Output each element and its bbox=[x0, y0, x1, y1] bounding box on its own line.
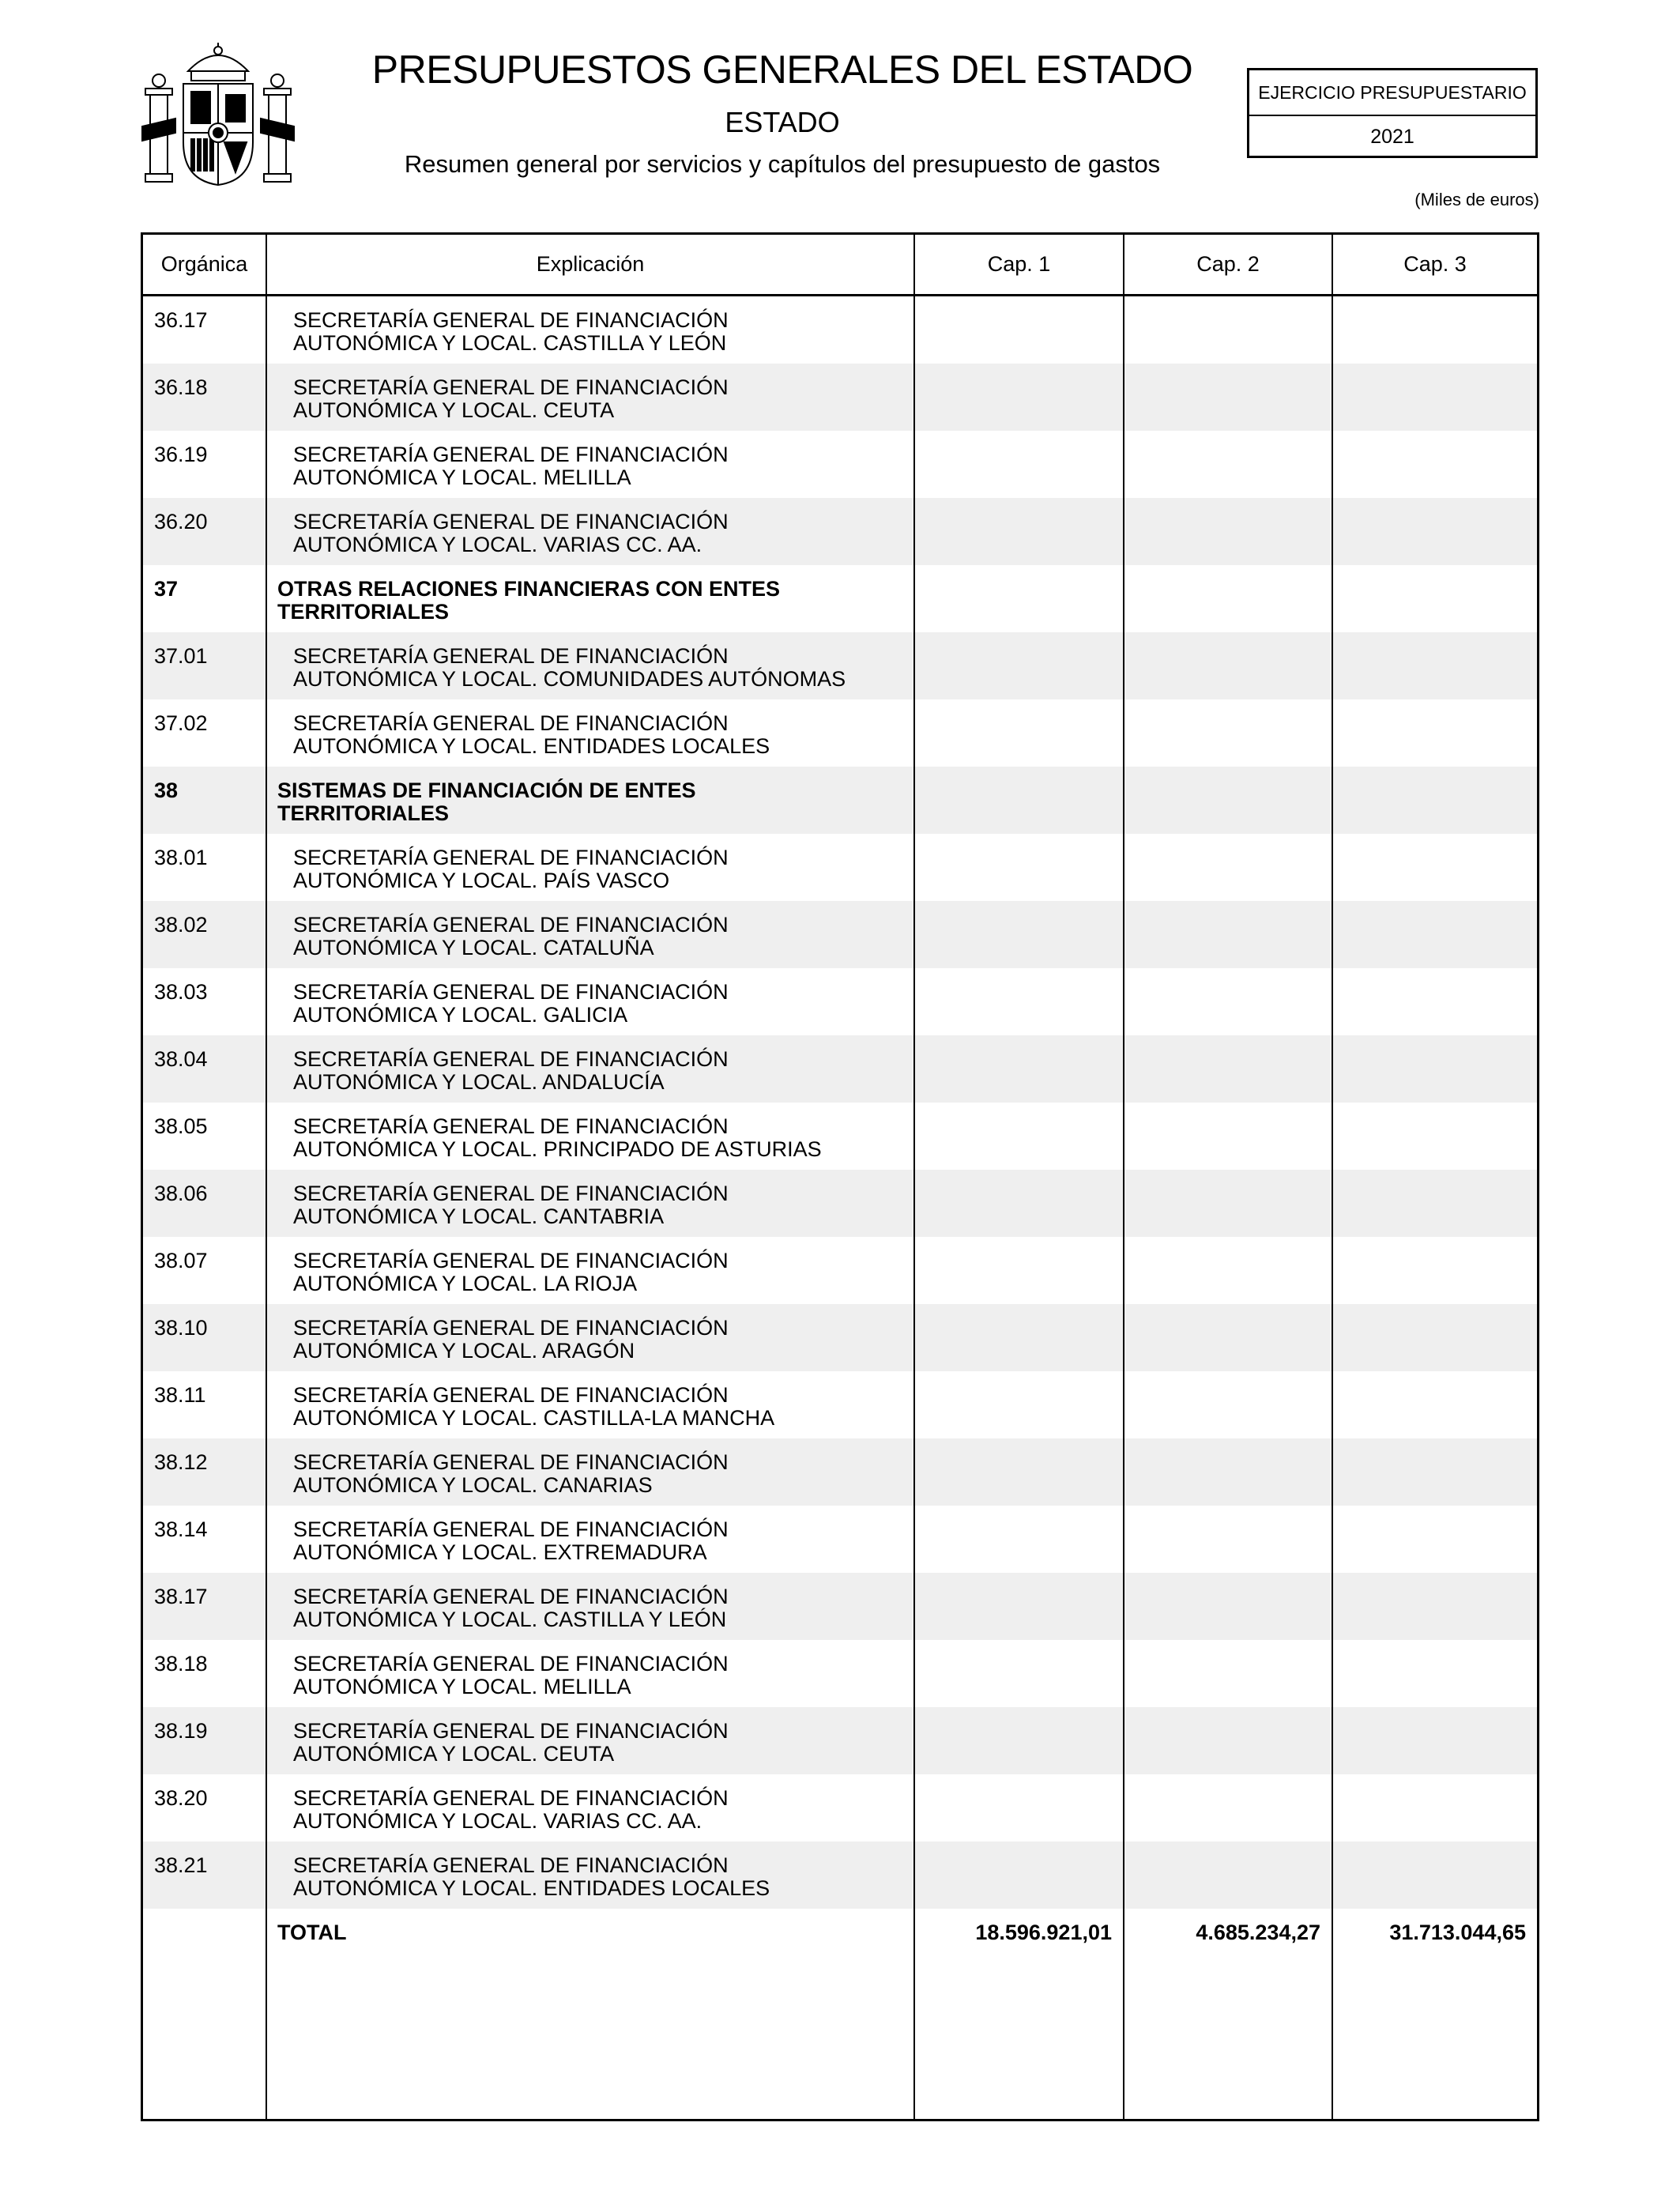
units-note: (Miles de euros) bbox=[1414, 190, 1539, 209]
row-explanation: SECRETARÍA GENERAL DE FINANCIACIÓN AUTONÓMICA Y LOCAL. COMUNIDADES AUTÓNOMAS bbox=[293, 644, 846, 691]
table-row bbox=[143, 1103, 1537, 1170]
page-title: PRESUPUESTOS GENERALES DEL ESTADO bbox=[371, 47, 1193, 92]
table-row bbox=[143, 632, 1537, 699]
row-explanation: SECRETARÍA GENERAL DE FINANCIACIÓN AUTONÓMICA Y LOCAL. ANDALUCÍA bbox=[293, 1047, 729, 1094]
row-explanation: SECRETARÍA GENERAL DE FINANCIACIÓN AUTONÓMICA Y LOCAL. MELILLA bbox=[293, 443, 729, 489]
row-explanation: SECRETARÍA GENERAL DE FINANCIACIÓN AUTONÓMICA Y LOCAL. VARIAS CC. AA. bbox=[293, 510, 729, 556]
table-group-row bbox=[143, 565, 1537, 632]
total-cap3: 31.713.044,65 bbox=[1389, 1921, 1526, 1944]
column-divider bbox=[1332, 235, 1333, 2119]
ejercicio-label: EJERCICIO PRESUPUESTARIO bbox=[1249, 70, 1535, 116]
table-group-row bbox=[143, 767, 1537, 834]
table-row bbox=[143, 296, 1537, 364]
row-code: 38.10 bbox=[154, 1316, 208, 1340]
table-row bbox=[143, 1506, 1537, 1573]
ejercicio-year: 2021 bbox=[1370, 126, 1414, 148]
row-explanation: SECRETARÍA GENERAL DE FINANCIACIÓN AUTONÓMICA Y LOCAL. CANARIAS bbox=[293, 1450, 729, 1497]
table-row bbox=[143, 834, 1537, 901]
row-explanation: SECRETARÍA GENERAL DE FINANCIACIÓN AUTONÓMICA Y LOCAL. GALICIA bbox=[293, 980, 729, 1027]
row-code: 37.01 bbox=[154, 644, 208, 668]
total-label: TOTAL bbox=[277, 1921, 347, 1944]
row-explanation: SECRETARÍA GENERAL DE FINANCIACIÓN AUTONÓMICA Y LOCAL. CASTILLA Y LEÓN bbox=[293, 1585, 729, 1631]
page-description: Resumen general por servicios y capítulos del presupuesto de gastos bbox=[404, 150, 1161, 178]
table-row bbox=[143, 1035, 1537, 1103]
row-code: 38.01 bbox=[154, 846, 208, 869]
row-code: 38.11 bbox=[154, 1383, 206, 1407]
table-row bbox=[143, 431, 1537, 498]
row-code: 38.18 bbox=[154, 1652, 208, 1676]
row-code: 38.02 bbox=[154, 913, 208, 937]
column-header-cap2: Cap. 2 bbox=[1196, 252, 1260, 276]
row-explanation: SECRETARÍA GENERAL DE FINANCIACIÓN AUTONÓMICA Y LOCAL. CANTABRIA bbox=[293, 1182, 729, 1228]
row-explanation: SECRETARÍA GENERAL DE FINANCIACIÓN AUTONÓMICA Y LOCAL. CASTILLA-LA MANCHA bbox=[293, 1383, 775, 1430]
table-row bbox=[143, 1170, 1537, 1237]
table-row bbox=[143, 1371, 1537, 1438]
row-code: 38.06 bbox=[154, 1182, 208, 1205]
table-row bbox=[143, 1640, 1537, 1707]
table-row bbox=[143, 968, 1537, 1035]
spain-coat-of-arms-icon bbox=[139, 40, 297, 190]
ejercicio-box bbox=[1247, 68, 1538, 158]
budget-table bbox=[141, 232, 1539, 2121]
table-row bbox=[143, 1707, 1537, 1774]
row-code: 38.12 bbox=[154, 1450, 208, 1474]
column-divider bbox=[913, 235, 915, 2119]
table-total-row bbox=[143, 1909, 1537, 1976]
column-header-explicacion: Explicación bbox=[536, 252, 645, 276]
row-explanation: SISTEMAS DE FINANCIACIÓN DE ENTES TERRITORIALES bbox=[277, 778, 696, 825]
row-explanation: SECRETARÍA GENERAL DE FINANCIACIÓN AUTONÓMICA Y LOCAL. ARAGÓN bbox=[293, 1316, 729, 1363]
table-row bbox=[143, 1438, 1537, 1506]
total-cap2: 4.685.234,27 bbox=[1196, 1921, 1320, 1944]
row-code: 38.21 bbox=[154, 1853, 208, 1877]
row-code: 38.17 bbox=[154, 1585, 208, 1608]
row-code: 36.20 bbox=[154, 510, 208, 533]
row-explanation: SECRETARÍA GENERAL DE FINANCIACIÓN AUTONÓMICA Y LOCAL. ENTIDADES LOCALES bbox=[293, 711, 770, 758]
row-code: 38 bbox=[154, 778, 179, 802]
document-header bbox=[332, 46, 1233, 180]
row-code: 38.20 bbox=[154, 1786, 208, 1810]
row-code: 38.04 bbox=[154, 1047, 208, 1071]
column-header-cap1: Cap. 1 bbox=[987, 252, 1051, 276]
total-cap1: 18.596.921,01 bbox=[975, 1921, 1112, 1944]
table-body bbox=[143, 296, 1537, 1976]
row-explanation: SECRETARÍA GENERAL DE FINANCIACIÓN AUTONÓMICA Y LOCAL. CATALUÑA bbox=[293, 913, 729, 959]
row-code: 38.05 bbox=[154, 1114, 208, 1138]
row-explanation: SECRETARÍA GENERAL DE FINANCIACIÓN AUTONÓMICA Y LOCAL. PAÍS VASCO bbox=[293, 846, 729, 892]
row-explanation: SECRETARÍA GENERAL DE FINANCIACIÓN AUTONÓMICA Y LOCAL. CEUTA bbox=[293, 1719, 729, 1766]
row-explanation: SECRETARÍA GENERAL DE FINANCIACIÓN AUTONÓMICA Y LOCAL. LA RIOJA bbox=[293, 1249, 729, 1295]
table-row bbox=[143, 901, 1537, 968]
row-code: 38.07 bbox=[154, 1249, 208, 1272]
column-divider bbox=[266, 235, 267, 2119]
table-row bbox=[143, 1237, 1537, 1304]
row-explanation: SECRETARÍA GENERAL DE FINANCIACIÓN AUTONÓMICA Y LOCAL. CASTILLA Y LEÓN bbox=[293, 308, 729, 355]
table-row bbox=[143, 1573, 1537, 1640]
table-row bbox=[143, 1304, 1537, 1371]
row-code: 38.14 bbox=[154, 1517, 208, 1541]
row-code: 36.19 bbox=[154, 443, 208, 466]
row-explanation: SECRETARÍA GENERAL DE FINANCIACIÓN AUTONÓMICA Y LOCAL. PRINCIPADO DE ASTURIAS bbox=[293, 1114, 822, 1161]
row-explanation: SECRETARÍA GENERAL DE FINANCIACIÓN AUTONÓMICA Y LOCAL. MELILLA bbox=[293, 1652, 729, 1698]
row-explanation: SECRETARÍA GENERAL DE FINANCIACIÓN AUTONÓMICA Y LOCAL. EXTREMADURA bbox=[293, 1517, 729, 1564]
row-code: 38.03 bbox=[154, 980, 208, 1004]
row-explanation: OTRAS RELACIONES FINANCIERAS CON ENTES TERRITORIALES bbox=[277, 577, 781, 624]
column-header-cap3: Cap. 3 bbox=[1403, 252, 1467, 276]
row-code: 36.17 bbox=[154, 308, 208, 332]
table-row bbox=[143, 1774, 1537, 1842]
row-code: 37 bbox=[154, 577, 179, 601]
column-header-organica: Orgánica bbox=[160, 252, 248, 276]
table-row bbox=[143, 498, 1537, 565]
table-header bbox=[143, 235, 1537, 296]
page-subtitle: ESTADO bbox=[725, 106, 840, 138]
column-divider bbox=[1123, 235, 1124, 2119]
row-code: 36.18 bbox=[154, 375, 208, 399]
row-explanation: SECRETARÍA GENERAL DE FINANCIACIÓN AUTONÓMICA Y LOCAL. ENTIDADES LOCALES bbox=[293, 1853, 770, 1900]
row-explanation: SECRETARÍA GENERAL DE FINANCIACIÓN AUTONÓMICA Y LOCAL. VARIAS CC. AA. bbox=[293, 1786, 729, 1833]
table-row bbox=[143, 699, 1537, 767]
table-row bbox=[143, 364, 1537, 431]
row-explanation: SECRETARÍA GENERAL DE FINANCIACIÓN AUTONÓMICA Y LOCAL. CEUTA bbox=[293, 375, 729, 422]
row-code: 37.02 bbox=[154, 711, 208, 735]
row-code: 38.19 bbox=[154, 1719, 208, 1743]
table-row bbox=[143, 1842, 1537, 1909]
